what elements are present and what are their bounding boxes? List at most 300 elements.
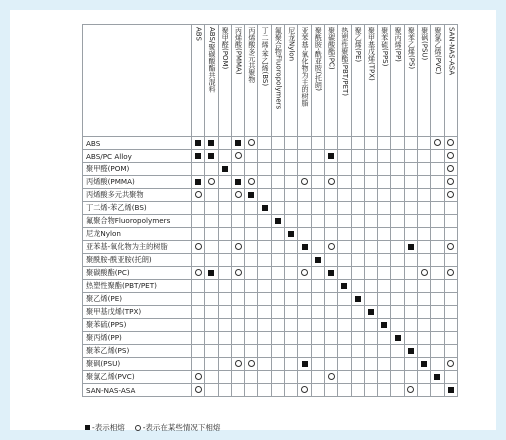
table-cell: [431, 345, 444, 358]
table-cell: [231, 163, 244, 176]
column-header: [404, 25, 417, 137]
row-label: ABS/PC Alloy: [83, 150, 192, 163]
table-cell: [391, 332, 404, 345]
table-cell: [418, 176, 431, 189]
table-cell: [351, 293, 364, 306]
table-cell: [245, 280, 258, 293]
table-cell: [298, 215, 311, 228]
table-cell: [245, 202, 258, 215]
solid-square-icon: [248, 192, 254, 198]
table-cell: [378, 384, 391, 397]
table-cell: [311, 163, 324, 176]
open-circle-icon: [235, 360, 242, 367]
table-cell: [351, 267, 364, 280]
column-header-label: 丁二烯-苯乙烯(BS): [261, 27, 270, 87]
table-row: [83, 176, 458, 189]
table-cell: [378, 306, 391, 319]
table-cell: [418, 137, 431, 150]
table-cell: [231, 215, 244, 228]
row-label: 丙烯酸(PMMA): [83, 176, 192, 189]
table-cell: [338, 150, 351, 163]
open-circle-icon: [328, 178, 335, 185]
table-cell: [258, 189, 271, 202]
column-header-label: 聚甲基戊烯(TPX): [367, 27, 376, 81]
table-cell: [391, 189, 404, 202]
table-cell: [391, 215, 404, 228]
column-header-label: 尼龙Nylon: [287, 27, 296, 62]
row-label: 聚甲醛(POM): [83, 163, 192, 176]
table-cell: [285, 306, 298, 319]
column-header-label: 聚砜(PSU): [420, 27, 429, 61]
table-cell: [378, 280, 391, 293]
solid-square-icon: [434, 374, 440, 380]
solid-square-icon: [328, 270, 334, 276]
table-cell: [192, 241, 205, 254]
solid-square-icon: [275, 218, 281, 224]
open-circle-icon: [235, 243, 242, 250]
solid-square-icon: [381, 322, 387, 328]
table-cell: [431, 228, 444, 241]
table-cell: [271, 189, 284, 202]
legend-open-text: -表示在某些情况下相熔: [142, 423, 221, 432]
table-cell: [245, 150, 258, 163]
table-cell: [298, 241, 311, 254]
solid-square-icon: [208, 270, 214, 276]
table-cell: [391, 280, 404, 293]
table-cell: [192, 358, 205, 371]
table-cell: [351, 345, 364, 358]
table-cell: [285, 228, 298, 241]
solid-square-icon: [448, 387, 454, 393]
table-cell: [205, 280, 218, 293]
solid-square-icon: [208, 153, 214, 159]
table-cell: [378, 371, 391, 384]
table-cell: [245, 306, 258, 319]
table-cell: [231, 371, 244, 384]
open-circle-icon: [447, 165, 454, 172]
column-header: [364, 25, 377, 137]
table-cell: [205, 358, 218, 371]
table-row: [83, 254, 458, 267]
table-cell: [298, 189, 311, 202]
table-row: [83, 384, 458, 397]
table-cell: [404, 137, 417, 150]
table-cell: [285, 267, 298, 280]
table-cell: [378, 202, 391, 215]
open-circle-icon: [447, 360, 454, 367]
table-cell: [431, 371, 444, 384]
table-cell: [285, 384, 298, 397]
table-cell: [271, 332, 284, 345]
table-cell: [245, 371, 258, 384]
column-header-label: 聚乙烯(PE): [354, 27, 363, 63]
table-cell: [404, 371, 417, 384]
table-cell: [431, 319, 444, 332]
table-cell: [258, 150, 271, 163]
solid-square-icon: [208, 140, 214, 146]
table-cell: [444, 371, 457, 384]
table-cell: [218, 254, 231, 267]
solid-square-icon: [421, 361, 427, 367]
table-cell: [192, 371, 205, 384]
table-cell: [205, 254, 218, 267]
table-cell: [338, 293, 351, 306]
table-cell: [391, 150, 404, 163]
open-circle-icon: [447, 139, 454, 146]
table-cell: [418, 189, 431, 202]
table-cell: [391, 371, 404, 384]
table-cell: [271, 241, 284, 254]
table-cell: [378, 345, 391, 358]
table-cell: [351, 241, 364, 254]
table-cell: [391, 202, 404, 215]
table-cell: [311, 189, 324, 202]
table-cell: [231, 345, 244, 358]
open-circle-icon: [195, 386, 202, 393]
table-row: [83, 228, 458, 241]
table-cell: [364, 267, 377, 280]
table-cell: [231, 176, 244, 189]
column-header: [231, 25, 244, 137]
table-cell: [391, 319, 404, 332]
table-cell: [378, 137, 391, 150]
column-header: [258, 25, 271, 137]
table-cell: [205, 241, 218, 254]
table-cell: [351, 228, 364, 241]
table-cell: [298, 254, 311, 267]
column-header: [431, 25, 444, 137]
table-cell: [324, 293, 337, 306]
solid-square-icon: [315, 257, 321, 263]
table-cell: [258, 176, 271, 189]
column-header-label: 热塑性聚酯(PBT/PET): [340, 27, 349, 97]
table-cell: [351, 215, 364, 228]
table-cell: [271, 137, 284, 150]
open-circle-icon: [447, 152, 454, 159]
table-cell: [338, 345, 351, 358]
row-label: 聚乙烯(PE): [83, 293, 192, 306]
table-cell: [192, 137, 205, 150]
column-header-label: 聚酰胺-酰亚胺(托朗): [314, 27, 323, 91]
table-cell: [258, 345, 271, 358]
table-cell: [311, 150, 324, 163]
solid-square-icon: [355, 296, 361, 302]
solid-square-icon: [408, 244, 414, 250]
table-cell: [404, 293, 417, 306]
table-cell: [285, 137, 298, 150]
table-cell: [298, 202, 311, 215]
table-cell: [364, 228, 377, 241]
table-cell: [444, 306, 457, 319]
table-cell: [431, 241, 444, 254]
open-circle-icon: [235, 269, 242, 276]
table-cell: [418, 150, 431, 163]
table-cell: [404, 215, 417, 228]
table-cell: [285, 358, 298, 371]
table-cell: [378, 163, 391, 176]
table-cell: [258, 215, 271, 228]
open-circle-icon: [447, 243, 454, 250]
table-cell: [378, 215, 391, 228]
table-cell: [338, 254, 351, 267]
table-cell: [378, 267, 391, 280]
table-cell: [391, 241, 404, 254]
open-circle-icon: [195, 269, 202, 276]
open-circle-icon: [135, 425, 141, 431]
column-header: [418, 25, 431, 137]
table-cell: [364, 358, 377, 371]
column-header-label: 氟聚合物Fluoropolymers: [274, 27, 283, 110]
table-cell: [231, 150, 244, 163]
table-cell: [245, 176, 258, 189]
table-cell: [418, 306, 431, 319]
table-cell: [444, 137, 457, 150]
table-cell: [418, 384, 431, 397]
column-header: [338, 25, 351, 137]
table-cell: [324, 306, 337, 319]
table-cell: [391, 254, 404, 267]
table-cell: [324, 215, 337, 228]
table-cell: [258, 371, 271, 384]
table-cell: [271, 306, 284, 319]
table-cell: [271, 202, 284, 215]
table-cell: [324, 137, 337, 150]
table-cell: [324, 280, 337, 293]
table-cell: [192, 332, 205, 345]
table-cell: [418, 267, 431, 280]
table-cell: [271, 293, 284, 306]
table-cell: [444, 384, 457, 397]
table-cell: [324, 254, 337, 267]
table-cell: [192, 215, 205, 228]
table-cell: [285, 176, 298, 189]
table-cell: [258, 163, 271, 176]
table-cell: [245, 254, 258, 267]
table-cell: [245, 137, 258, 150]
column-header: [218, 25, 231, 137]
table-cell: [364, 371, 377, 384]
solid-square-icon: [368, 309, 374, 315]
table-cell: [205, 371, 218, 384]
table-cell: [431, 267, 444, 280]
table-cell: [378, 319, 391, 332]
table-cell: [431, 189, 444, 202]
table-cell: [298, 228, 311, 241]
table-cell: [311, 319, 324, 332]
table-cell: [205, 163, 218, 176]
table-cell: [192, 254, 205, 267]
table-cell: [245, 163, 258, 176]
table-cell: [364, 241, 377, 254]
table-cell: [338, 267, 351, 280]
table-cell: [418, 241, 431, 254]
table-cell: [205, 293, 218, 306]
open-circle-icon: [301, 269, 308, 276]
table-cell: [364, 254, 377, 267]
table-row: [83, 306, 458, 319]
table-cell: [391, 306, 404, 319]
table-cell: [245, 384, 258, 397]
open-circle-icon: [447, 191, 454, 198]
table-cell: [364, 163, 377, 176]
table-cell: [192, 202, 205, 215]
table-cell: [351, 358, 364, 371]
column-header: [285, 25, 298, 137]
table-cell: [271, 254, 284, 267]
table-cell: [324, 345, 337, 358]
table-cell: [298, 358, 311, 371]
open-circle-icon: [301, 178, 308, 185]
table-cell: [431, 358, 444, 371]
table-cell: [444, 254, 457, 267]
row-label: 丁二烯-苯乙烯(BS): [83, 202, 192, 215]
table-cell: [258, 306, 271, 319]
table-cell: [192, 176, 205, 189]
table-cell: [311, 215, 324, 228]
table-cell: [231, 241, 244, 254]
table-cell: [231, 254, 244, 267]
table-cell: [324, 371, 337, 384]
open-circle-icon: [407, 386, 414, 393]
table-cell: [311, 306, 324, 319]
table-cell: [418, 215, 431, 228]
table-cell: [298, 306, 311, 319]
table-cell: [404, 358, 417, 371]
table-cell: [431, 332, 444, 345]
table-cell: [271, 163, 284, 176]
table-cell: [218, 332, 231, 345]
table-cell: [351, 176, 364, 189]
table-cell: [298, 345, 311, 358]
table-cell: [245, 293, 258, 306]
column-header-label: 丙烯酸(PMMA): [234, 27, 243, 75]
table-cell: [218, 358, 231, 371]
table-cell: [444, 358, 457, 371]
table-cell: [285, 319, 298, 332]
table-cell: [258, 358, 271, 371]
table-cell: [404, 384, 417, 397]
open-circle-icon: [235, 191, 242, 198]
table-cell: [351, 306, 364, 319]
table-cell: [258, 384, 271, 397]
table-cell: [205, 267, 218, 280]
table-cell: [192, 293, 205, 306]
row-label: 聚砜(PSU): [83, 358, 192, 371]
open-circle-icon: [235, 152, 242, 159]
open-circle-icon: [328, 373, 335, 380]
legend: [85, 422, 220, 433]
table-cell: [298, 319, 311, 332]
table-cell: [218, 306, 231, 319]
table-cell: [364, 189, 377, 202]
table-cell: [351, 137, 364, 150]
table-cell: [311, 384, 324, 397]
table-cell: [205, 228, 218, 241]
table-cell: [205, 319, 218, 332]
table-cell: [404, 150, 417, 163]
solid-square-icon: [222, 166, 228, 172]
table-cell: [418, 332, 431, 345]
table-cell: [218, 345, 231, 358]
table-cell: [298, 371, 311, 384]
table-cell: [404, 202, 417, 215]
table-cell: [431, 254, 444, 267]
table-cell: [218, 215, 231, 228]
table-cell: [271, 280, 284, 293]
table-cell: [338, 189, 351, 202]
solid-square-icon: [328, 153, 334, 159]
table-cell: [285, 202, 298, 215]
table-row: [83, 371, 458, 384]
table-cell: [298, 332, 311, 345]
table-cell: [192, 267, 205, 280]
solid-square-icon: [195, 153, 201, 159]
row-label: ABS: [83, 137, 192, 150]
table-cell: [205, 345, 218, 358]
column-header-label: 聚丙烯(PP): [394, 27, 403, 62]
table-cell: [404, 189, 417, 202]
table-cell: [205, 332, 218, 345]
table-cell: [338, 332, 351, 345]
row-label: SAN-NAS-ASA: [83, 384, 192, 397]
table-cell: [431, 384, 444, 397]
table-row: [83, 137, 458, 150]
table-row: [83, 189, 458, 202]
table-cell: [218, 176, 231, 189]
table-cell: [444, 228, 457, 241]
table-cell: [231, 228, 244, 241]
table-cell: [231, 358, 244, 371]
table-cell: [285, 215, 298, 228]
table-cell: [205, 202, 218, 215]
table-cell: [231, 332, 244, 345]
table-cell: [298, 293, 311, 306]
table-cell: [404, 241, 417, 254]
table-cell: [271, 176, 284, 189]
table-cell: [192, 384, 205, 397]
table-cell: [311, 371, 324, 384]
row-label: 聚丙烯(PP): [83, 332, 192, 345]
table-cell: [364, 319, 377, 332]
table-cell: [391, 345, 404, 358]
table-row: [83, 202, 458, 215]
column-header: [378, 25, 391, 137]
table-cell: [444, 215, 457, 228]
table-cell: [418, 228, 431, 241]
table-cell: [311, 358, 324, 371]
column-header: [205, 25, 218, 137]
solid-square-icon: [262, 205, 268, 211]
table-cell: [298, 176, 311, 189]
row-label: 热塑性聚酯(PBT/PET): [83, 280, 192, 293]
table-cell: [338, 280, 351, 293]
table-cell: [404, 228, 417, 241]
table-cell: [285, 163, 298, 176]
table-cell: [271, 371, 284, 384]
table-cell: [338, 371, 351, 384]
table-cell: [205, 150, 218, 163]
table-cell: [218, 137, 231, 150]
column-header: [351, 25, 364, 137]
table-cell: [285, 280, 298, 293]
table-cell: [444, 150, 457, 163]
table-cell: [351, 384, 364, 397]
column-header: [391, 25, 404, 137]
table-cell: [404, 332, 417, 345]
table-cell: [205, 215, 218, 228]
table-cell: [431, 176, 444, 189]
table-cell: [231, 280, 244, 293]
